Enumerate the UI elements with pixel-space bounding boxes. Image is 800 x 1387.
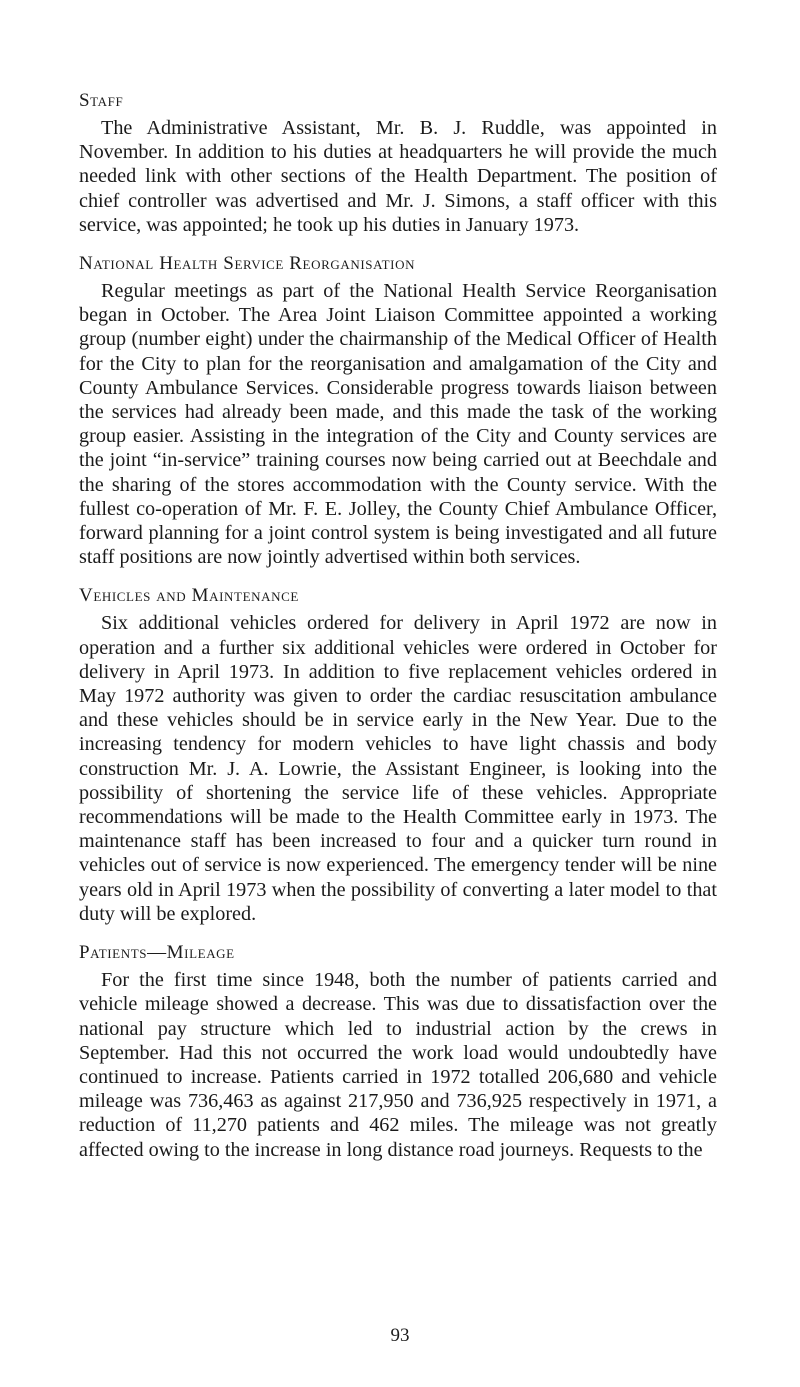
section-paragraph: Regular meetings as part of the National Health Service Reorganisation began in October. The Area Joint Liaison Committee appointed a working group (number eight) under the chairmanship of the Medical Officer of Health for the City to plan for the reorganisation and amalgamation of the City and County Ambulance Services. Considerable progress towards liaison between the services had already been made, and this made the task of the working group easier. Assisting in the integration of the City and County services are the joint “in-service” training courses now being carried out at Beechdale and the sharing of the stores accommodation with the County service. With the fullest co-operation of Mr. F. E. Jolley, the County Chief Ambulance Officer, forward planning for a joint control system is being investigated and all future staff positions are now jointly advertised within both services. bbox=[79, 280, 717, 569]
section-staff bbox=[79, 88, 717, 237]
section-patients-mileage bbox=[79, 940, 717, 1162]
section-nhs-reorganisation bbox=[79, 251, 717, 569]
section-heading: Patients—Mileage bbox=[79, 942, 235, 964]
section-paragraph: For the first time since 1948, both the number of patients carried and vehicle mileage showed a decrease. This was due to dissatisfaction over the national pay structure which led to industrial action by the crews in September. Had this not occurred the work load would undoubtedly have continued to increase. Patients carried in 1972 totalled 206,680 and vehicle mileage was 736,463 as against 217,950 and 736,925 respectively in 1971, a reduction of 11,270 patients and 462 miles. The mileage was not greatly affected owing to the increase in long distance road journeys. Requests to the bbox=[79, 969, 717, 1161]
section-vehicles-maintenance bbox=[79, 583, 717, 926]
page-number: 93 bbox=[390, 1325, 410, 1346]
section-paragraph: Six additional vehicles ordered for delivery in April 1972 are now in operation and a further six additional vehicles were ordered in October for delivery in April 1973. In addition to five replacement vehicles ordered in May 1972 authority was given to order the cardiac resuscitation ambulance and these vehicles should be in service early in the New Year. Due to the increasing tendency for modern vehicles to have light chassis and body construction Mr. J. A. Lowrie, the Assistant Engineer, is looking into the possibility of shortening the service life of these vehicles. Appropriate recommendations will be made to the Health Committee early in 1973. The maintenance staff has been increased to four and a quicker turn round in vehicles out of service is now experienced. The emergency tender will be nine years old in April 1973 when the possibility of converting a later model to that duty will be explored. bbox=[79, 612, 717, 925]
section-heading: Staff bbox=[79, 90, 124, 111]
section-heading: National Health Service Reorganisation bbox=[79, 253, 416, 275]
document-page bbox=[79, 88, 717, 1176]
section-heading: Vehicles and Maintenance bbox=[79, 585, 299, 607]
section-paragraph: The Administrative Assistant, Mr. B. J. Ruddle, was appointed in November. In addition to his duties at headquarters he will provide the much needed link with other sections of the Health Department. The position of chief controller was advertised and Mr. J. Simons, a staff officer with this service, was appointed; he took up his duties in January 1973. bbox=[79, 117, 717, 236]
